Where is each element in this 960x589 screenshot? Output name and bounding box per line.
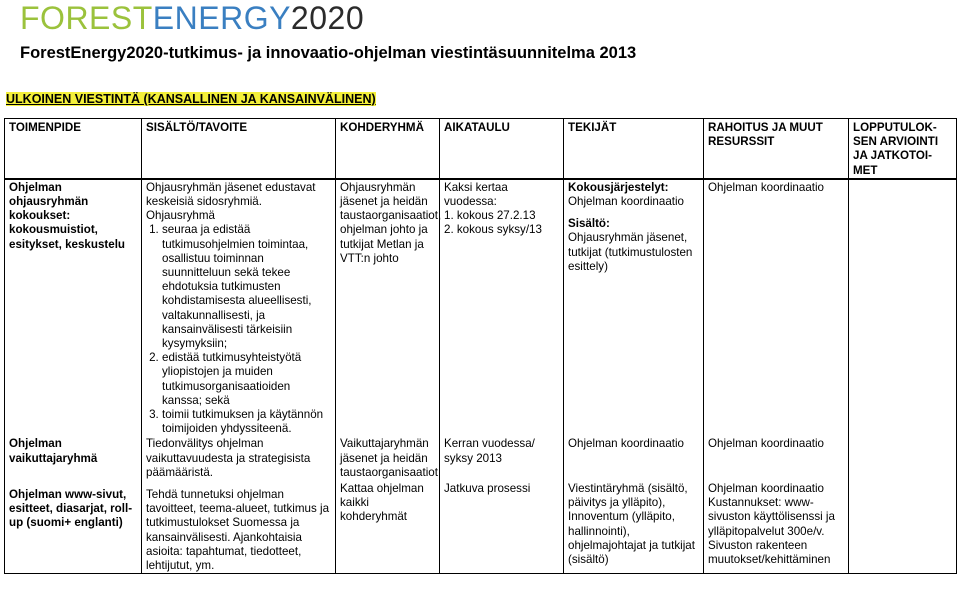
- logo-part-year: 2020: [290, 0, 365, 36]
- header-makers: TEKIJÄT: [564, 119, 704, 179]
- cell-evaluation: [849, 179, 957, 436]
- makers-label: Sisältö:: [568, 217, 610, 231]
- schedule-line: 2. kokous syksy/13: [444, 223, 542, 237]
- table-row-influencer-group: [5, 436, 957, 480]
- section-heading-text: ULKOINEN VIESTINTÄ (KANSALLINEN JA KANSAINVÄLINEN): [6, 92, 376, 106]
- list-item: 1. seuraa ja edistää tutkimusohjelmien toimintaa, osallistuu toiminnan suunnitteluun sekä tekee ehdotuksia tutkimusten kohdistamisesta alueellisesti, valtakunnallisesti, ja kansainvälisesti tärkeisiin kysymyksiin;: [162, 223, 332, 351]
- content-list: [146, 223, 332, 436]
- schedule-line: 1. kokous 27.2.13: [444, 209, 536, 223]
- cell-action: Ohjelman ohjausryhmän kokoukset: kokousmuistiot, esitykset, keskustelu: [5, 179, 142, 436]
- table-row-website: [5, 480, 957, 574]
- section-heading: [6, 92, 376, 106]
- cell-target: Vaikuttajaryhmän jäsenet ja heidän taustaorganisaatiot: [336, 436, 440, 480]
- cell-action: Ohjelman www-sivut, esitteet, diasarjat, roll-up (suomi+ englanti): [5, 480, 142, 574]
- communication-plan-table: [4, 118, 957, 574]
- page-title: ForestEnergy2020-tutkimus- ja innovaatio-ohjelman viestintäsuunnitelma 2013: [20, 44, 637, 62]
- logo-part-forest: FOREST: [20, 0, 153, 36]
- cell-evaluation: [849, 480, 957, 574]
- header-target: KOHDERYHMÄ: [336, 119, 440, 179]
- schedule-line: Kaksi kertaa vuodessa:: [444, 180, 508, 209]
- content-intro: Ohjausryhmän jäsenet edustavat keskeisiä sidosryhmiä. Ohjausryhmä: [146, 180, 316, 223]
- cell-action: Ohjelman vaikuttajaryhmä: [5, 436, 142, 480]
- cell-content: Tehdä tunnetuksi ohjelman tavoitteet, teema-alueet, tutkimus ja tutkimustulokset Suomessa ja kansainvälisesti. Ajankohtaisia asioita: tapahtumat, tiedotteet, lehtijutut, ym.: [142, 480, 336, 574]
- makers-label: Kokousjärjestelyt:: [568, 180, 669, 194]
- cell-funding: Ohjelman koordinaatio: [704, 179, 849, 436]
- cell-target: Ohjausryhmän jäsenet ja heidän taustaorganisaatiot, ohjelman johto ja tutkijat Metlan ja VTT:n johto: [336, 179, 440, 436]
- cell-content: Tiedonvälitys ohjelman vaikuttavuudesta ja strategisista päämääristä.: [142, 436, 336, 480]
- cell-makers: Viestintäryhmä (sisältö, päivitys ja ylläpito), Innoventum (ylläpito, hallinnointi), ohjelmajohtajat ja tutkijat (sisältö): [564, 480, 704, 574]
- cell-target: Kattaa ohjelman kaikki kohderyhmät: [336, 480, 440, 574]
- header-schedule: AIKATAULU: [440, 119, 564, 179]
- cell-content: [142, 179, 336, 436]
- makers-value: Ohjelman koordinaatio: [568, 195, 685, 209]
- cell-evaluation: [849, 436, 957, 480]
- forestenergy-logo: [20, 0, 364, 36]
- cell-makers: [564, 179, 704, 436]
- cell-schedule: [440, 179, 564, 436]
- header-funding: RAHOITUS JA MUUT RESURSSIT: [704, 119, 849, 179]
- cell-schedule: Jatkuva prosessi: [440, 480, 564, 574]
- table-header-row: [5, 119, 957, 179]
- logo-part-energy: ENERGY: [152, 0, 291, 36]
- makers-value: Ohjausryhmän jäsenet, tutkijat (tutkimustulosten esittely): [568, 231, 693, 273]
- table-row-steering-group: [5, 179, 957, 436]
- list-item: 2. edistää tutkimusyhteistyötä yliopistojen ja muiden tutkimusorganisaatioiden kanssa; sekä: [162, 351, 332, 408]
- header-action: TOIMENPIDE: [5, 119, 142, 179]
- cell-funding: Ohjelman koordinaatio: [704, 436, 849, 480]
- cell-schedule: Kerran vuodessa/ syksy 2013: [440, 436, 564, 480]
- cell-funding: Ohjelman koordinaatio Kustannukset: www-sivuston käyttölisenssi ja ylläpitopalvelut 300e/v. Sivuston rakenteen muutokset/kehittäminen: [704, 480, 849, 574]
- header-content: SISÄLTÖ/TAVOITE: [142, 119, 336, 179]
- list-item: 3. toimii tutkimuksen ja käytännön toimijoiden yhdyssiteenä.: [162, 408, 332, 436]
- cell-makers: Ohjelman koordinaatio: [564, 436, 704, 480]
- header-evaluation: LOPPUTULOK-SEN ARVIOINTI JA JATKOTOI-MET: [849, 119, 957, 179]
